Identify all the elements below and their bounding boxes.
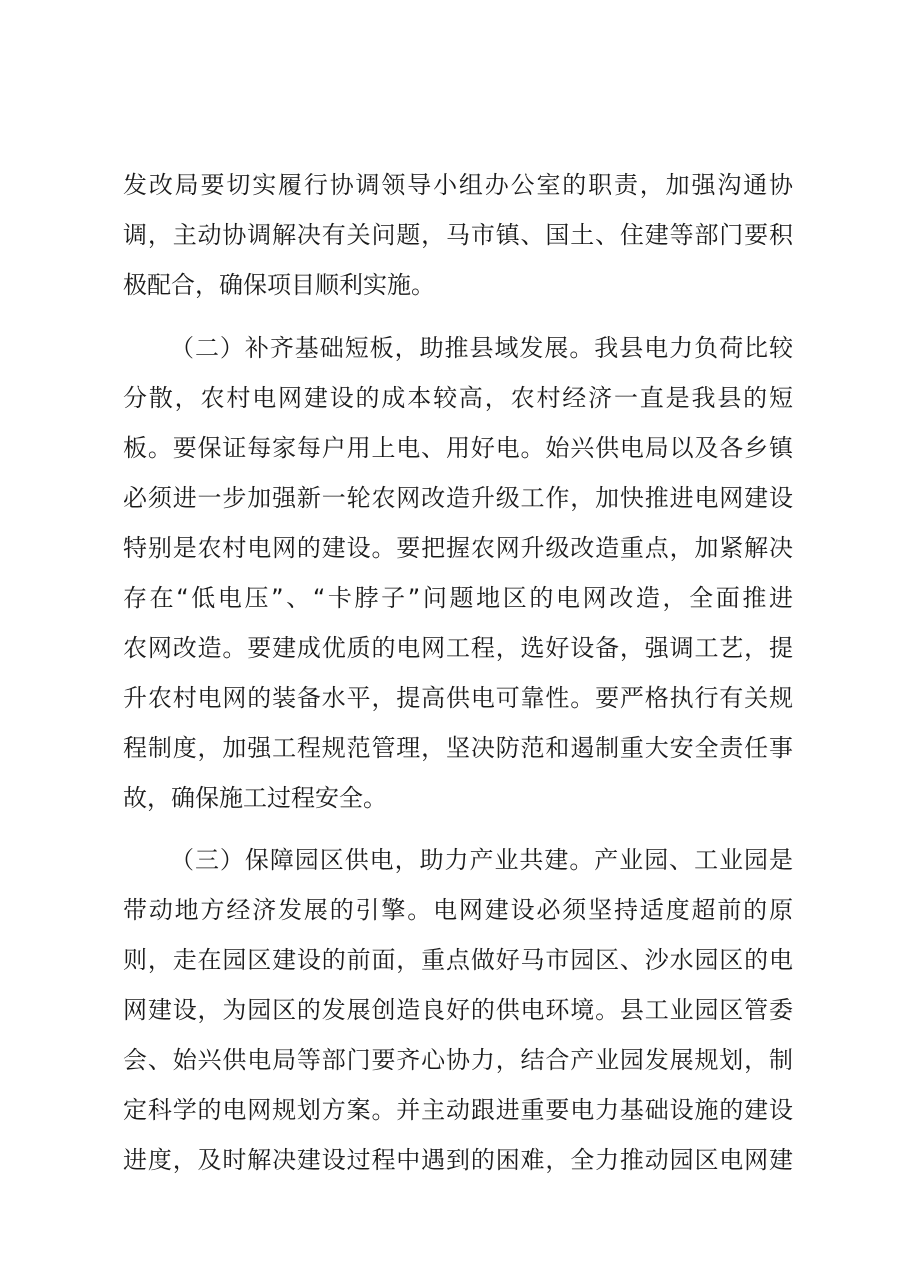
text-line-12: 程制度，加强工程规范管理，坚决防范和遏制重大安全责任事	[123, 734, 793, 762]
text-line-8: 特别是农村电网的建设。要把握农网升级改造重点，加紧解决	[123, 534, 793, 562]
text-line-20: 进度，及时解决建设过程中遇到的困难，全力推动园区电网建	[123, 1146, 793, 1174]
text-line-5: 分散，农村电网建设的成本较高，农村经济一直是我县的短	[123, 384, 793, 412]
text-line-7: 必须进一步加强新一轮农网改造升级工作，加快推进电网建设	[123, 484, 793, 512]
text-line-6: 板。要保证每家每户用上电、用好电。始兴供电局以及各乡镇	[123, 434, 793, 462]
text-line-10: 农网改造。要建成优质的电网工程，选好设备，强调工艺，提	[123, 634, 793, 662]
text-line-9: 存在“低电压”、“卡脖子”问题地区的电网改造，全面推进	[123, 584, 793, 612]
text-line-14: （三）保障园区供电，助力产业共建。产业园、工业园是	[170, 846, 793, 874]
text-line-1: 发改局要切实履行协调领导小组办公室的职责，加强沟通协	[123, 171, 793, 199]
text-line-17: 网建设，为园区的发展创造良好的供电环境。县工业园区管委	[123, 996, 793, 1024]
text-line-15: 带动地方经济发展的引擎。电网建设必须坚持适度超前的原	[123, 896, 793, 924]
text-line-4: （二）补齐基础短板，助推县域发展。我县电力负荷比较	[170, 334, 793, 362]
text-line-2: 调，主动协调解决有关问题，马市镇、国土、住建等部门要积	[123, 221, 793, 249]
text-line-18: 会、始兴供电局等部门要齐心协力，结合产业园发展规划，制	[123, 1046, 793, 1074]
text-line-16: 则，走在园区建设的前面，重点做好马市园区、沙水园区的电	[123, 946, 793, 974]
text-line-3: 极配合，确保项目顺利实施。	[123, 271, 435, 299]
text-line-11: 升农村电网的装备水平，提高供电可靠性。要严格执行有关规	[123, 684, 793, 712]
text-line-13: 故，确保施工过程安全。	[123, 784, 387, 812]
text-line-19: 定科学的电网规划方案。并主动跟进重要电力基础设施的建设	[123, 1096, 793, 1124]
